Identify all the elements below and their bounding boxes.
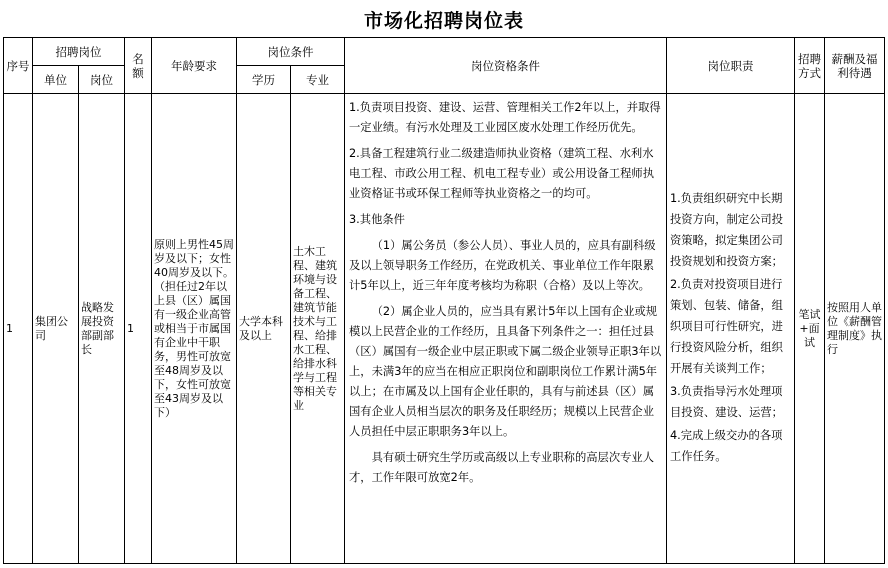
header-quota: 名额 [125,38,152,94]
header-seq: 序号 [4,38,33,94]
header-salary: 薪酬及福利待遇 [825,38,885,94]
header-duties: 岗位职责 [667,38,795,94]
duty-item-4: 4.完成上级交办的各项工作任务。 [670,429,783,463]
cell-quota: 1 [125,94,152,564]
cell-seq: 1 [4,94,33,564]
cell-unit: 集团公司 [33,94,79,564]
duty-item-3: 3.负责指导污水处理项目投资、建设、运营； [670,385,783,419]
header-age: 年龄要求 [152,38,237,94]
qualification-item-3-2: （2）属企业人员的，应当具有累计5年以上国有企业或规模以上民营企业的工作经历，且具备下列条件之一：担任过县（区）属国有一级企业中层正职或下属二级企业领导正职3年以上，未满3年的应当在相应正职岗位和副职岗位工作累计满5年以上；在市属及以上国有企业任职的，具有与前述县（区）属国有企业人员相当层次的职务及任职经历；规模以上民营企业人员担任中层正职职务3年以上。 [349,305,662,438]
duty-item-1: 1.负责组织研究中长期投资方向，制定公司投资策略，拟定集团公司投资规划和投资方案； [670,192,783,268]
duty-item-2: 2.负责对投资项目进行策划、包装、储备，组织项目可行性研究，进行投资风险分析，组织开展有关谈判工作； [670,278,783,375]
header-conditions-group: 岗位条件 [237,38,345,66]
table-row [4,94,885,564]
cell-duties [667,94,795,564]
qualification-item-2: 2.具备工程建筑行业二级建造师执业资格（建筑工程、水利水电工程、市政公用工程、机电工程专业）或公用设备工程师执业资格证书或环保工程师等执业资格之一的均可。 [349,147,655,200]
cell-salary: 按照用人单位《薪酬管理制度》执行 [825,94,885,564]
qualification-note: 具有硕士研究生学历或高级以上专业职称的高层次专业人才，工作年限可放宽2年。 [349,451,655,484]
header-qualification: 岗位资格条件 [345,38,667,94]
page-title: 市场化招聘岗位表 [363,10,524,32]
cell-method: 笔试+面试 [795,94,825,564]
qualification-item-1: 1.负责项目投资、建设、运营、管理相关工作2年以上，并取得一定业绩。有污水处理及工业园区废水处理工作经历优先。 [349,101,661,134]
header-post: 岗位 [79,66,125,94]
header-education: 学历 [237,66,291,94]
header-unit: 单位 [33,66,79,94]
recruitment-table [3,37,885,564]
qualification-item-3-1: （1）属公务员（参公人员）、事业人员的，应具有副科级及以上领导职务工作经历，在党政机关、事业单位工作年限累计5年以上，近三年年度考核均为称职（合格）及以上等次。 [349,239,656,292]
cell-age: 原则上男性45周岁及以下；女性40周岁及以下。（担任过2年以上县（区）属国有一级企业高管或相当于市属国有企业中干职务，男性可放宽至48周岁及以下，女性可放宽至43周岁及以下） [152,94,237,564]
header-position-group: 招聘岗位 [33,38,125,66]
header-method: 招聘方式 [795,38,825,94]
qualification-item-3: 3.其他条件 [349,213,405,226]
header-major: 专业 [291,66,345,94]
cell-major: 土木工程、建筑环境与设备工程、建筑节能技术与工程、给排水工程、给排水科学与工程等相关专业 [291,94,345,564]
cell-qualification [345,94,667,564]
cell-education: 大学本科及以上 [237,94,291,564]
cell-post: 战略发展投资部副部长 [79,94,125,564]
